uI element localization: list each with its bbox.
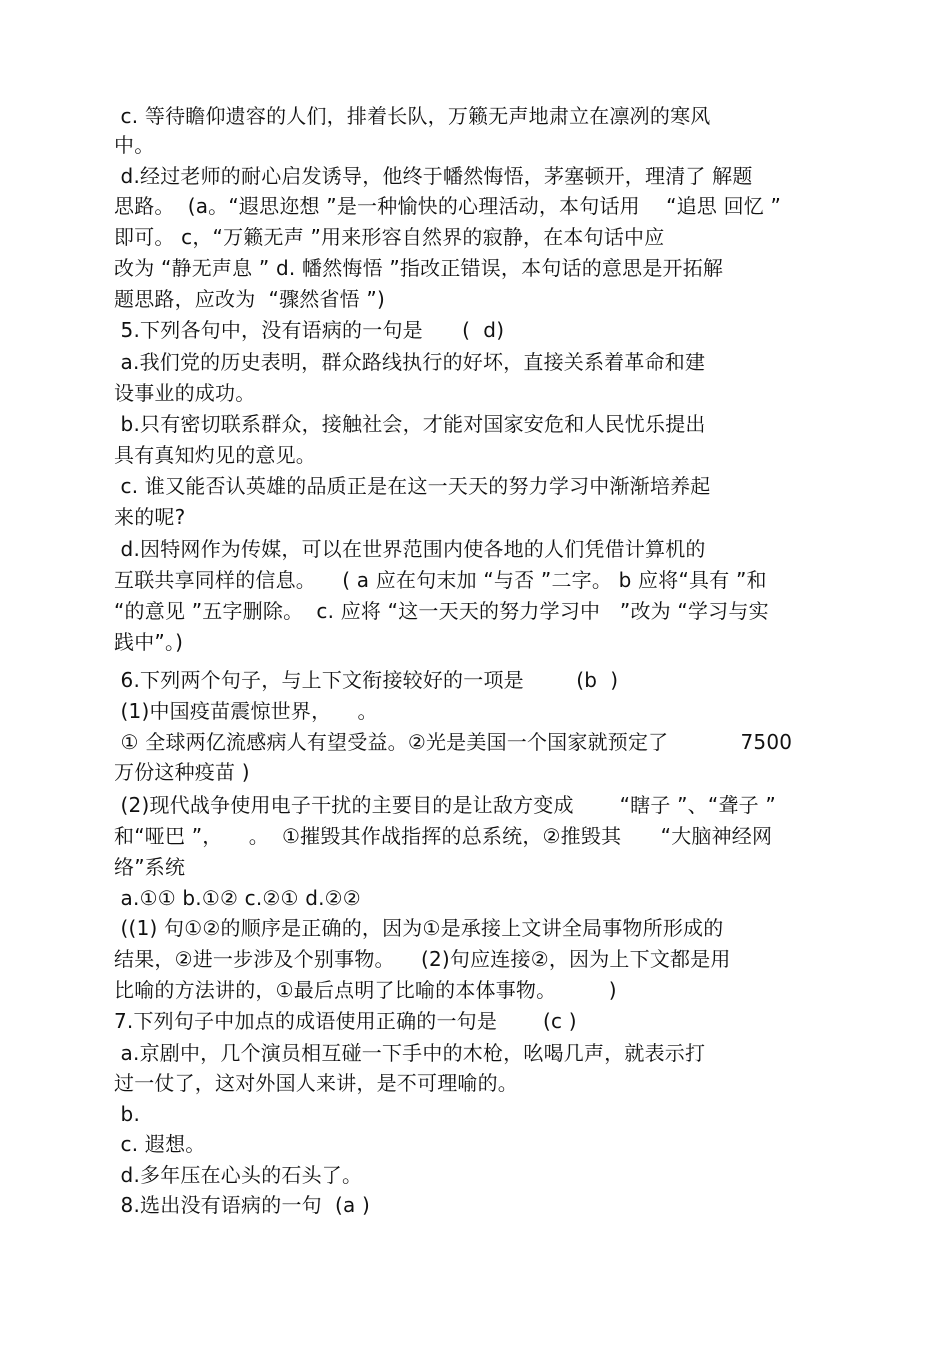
text-line: c. 等待瞻仰遗容的人们，排着长队，万籁无声地肃立在凛冽的寒风 [114,104,711,128]
text-line: 6.下列两个句子，与上下文衔接较好的一项是 (b ) [114,668,619,692]
text-line: ① 全球两亿流感病人有望受益。②光是美国一个国家就预定了 7500 [114,730,793,754]
text-line: 和“哑巴 ”， 。 ①摧毁其作战指挥的总系统，②推毁其 “大脑神经网 [114,824,773,848]
text-line: a.京剧中，几个演员相互碰一下手中的木枪，吆喝几声，就表示打 [114,1041,706,1065]
text-line: (1)中国疫苗震惊世界， 。 [114,699,378,723]
text-line: 思路。 (a。“遐思迩想 ”是一种愉快的心理活动，本句话用 “追思 回忆 ” [114,194,782,218]
text-line: (2)现代战争使用电子干扰的主要目的是让敌方变成 “瞎子 ”、“聋子 ” [114,793,776,817]
text-line: 7.下列句子中加点的成语使用正确的一句是 (c ) [114,1009,577,1033]
text-line: c. 谁又能否认英雄的品质正是在这一天天的努力学习中渐渐培养起 [114,474,711,498]
text-line: c. 遐想。 [114,1132,206,1156]
text-line: a.我们党的历史表明，群众路线执行的好坏，直接关系着革命和建 [114,350,706,374]
text-line: 比喻的方法讲的，①最后点明了比喻的本体事物。 ) [114,978,617,1002]
text-line: 改为 “静无声息 ” d. 幡然悔悟 ”指改正错误，本句话的意思是开拓解 [114,256,724,280]
text-line: ((1) 句①②的顺序是正确的，因为①是承接上文讲全局事物所形成的 [114,916,724,940]
text-line: 设事业的成功。 [114,381,256,405]
text-line: 络”系统 [114,855,186,879]
text-line: d.经过老师的耐心启发诱导，他终于幡然悔悟，茅塞顿开，理清了 解题 [114,164,753,188]
text-line: 践中”。) [114,630,184,654]
text-line: d.多年压在心头的石头了。 [114,1163,363,1187]
text-line: “的意见 ”五字删除。 c. 应将 “这一天天的努力学习中 ”改为 “学习与实 [114,599,769,623]
text-line: 8.选出没有语病的一句 (a ) [114,1193,370,1217]
text-line: 互联共享同样的信息。 ( a 应在句末加 “与否 ”二字。 b 应将“具有 ”和 [114,568,767,592]
text-line: 中。 [114,133,155,157]
text-line: b.只有密切联系群众，接触社会，才能对国家安危和人民忧乐提出 [114,412,706,436]
text-line: 5.下列各句中，没有语病的一句是 ( d) [114,318,505,342]
text-line: 即可。 c，“万籁无声 ”用来形容自然界的寂静，在本句话中应 [114,225,665,249]
text-line: 结果，②进一步涉及个别事物。 (2)句应连接②，因为上下文都是用 [114,947,731,971]
text-line: d.因特网作为传媒，可以在世界范围内使各地的人们凭借计算机的 [114,537,706,561]
text-line: b. [114,1102,141,1126]
text-line: 来的呢? [114,505,186,529]
text-line: a.①① b.①② c.②① d.②② [114,886,361,910]
text-line: 万份这种疫苗 ) [114,760,250,784]
text-line: 题思路，应改为 “骤然省悟 ”) [114,287,385,311]
text-line: 具有真知灼见的意见。 [114,443,316,467]
text-line: 过一仗了，这对外国人来讲，是不可理喻的。 [114,1071,518,1095]
